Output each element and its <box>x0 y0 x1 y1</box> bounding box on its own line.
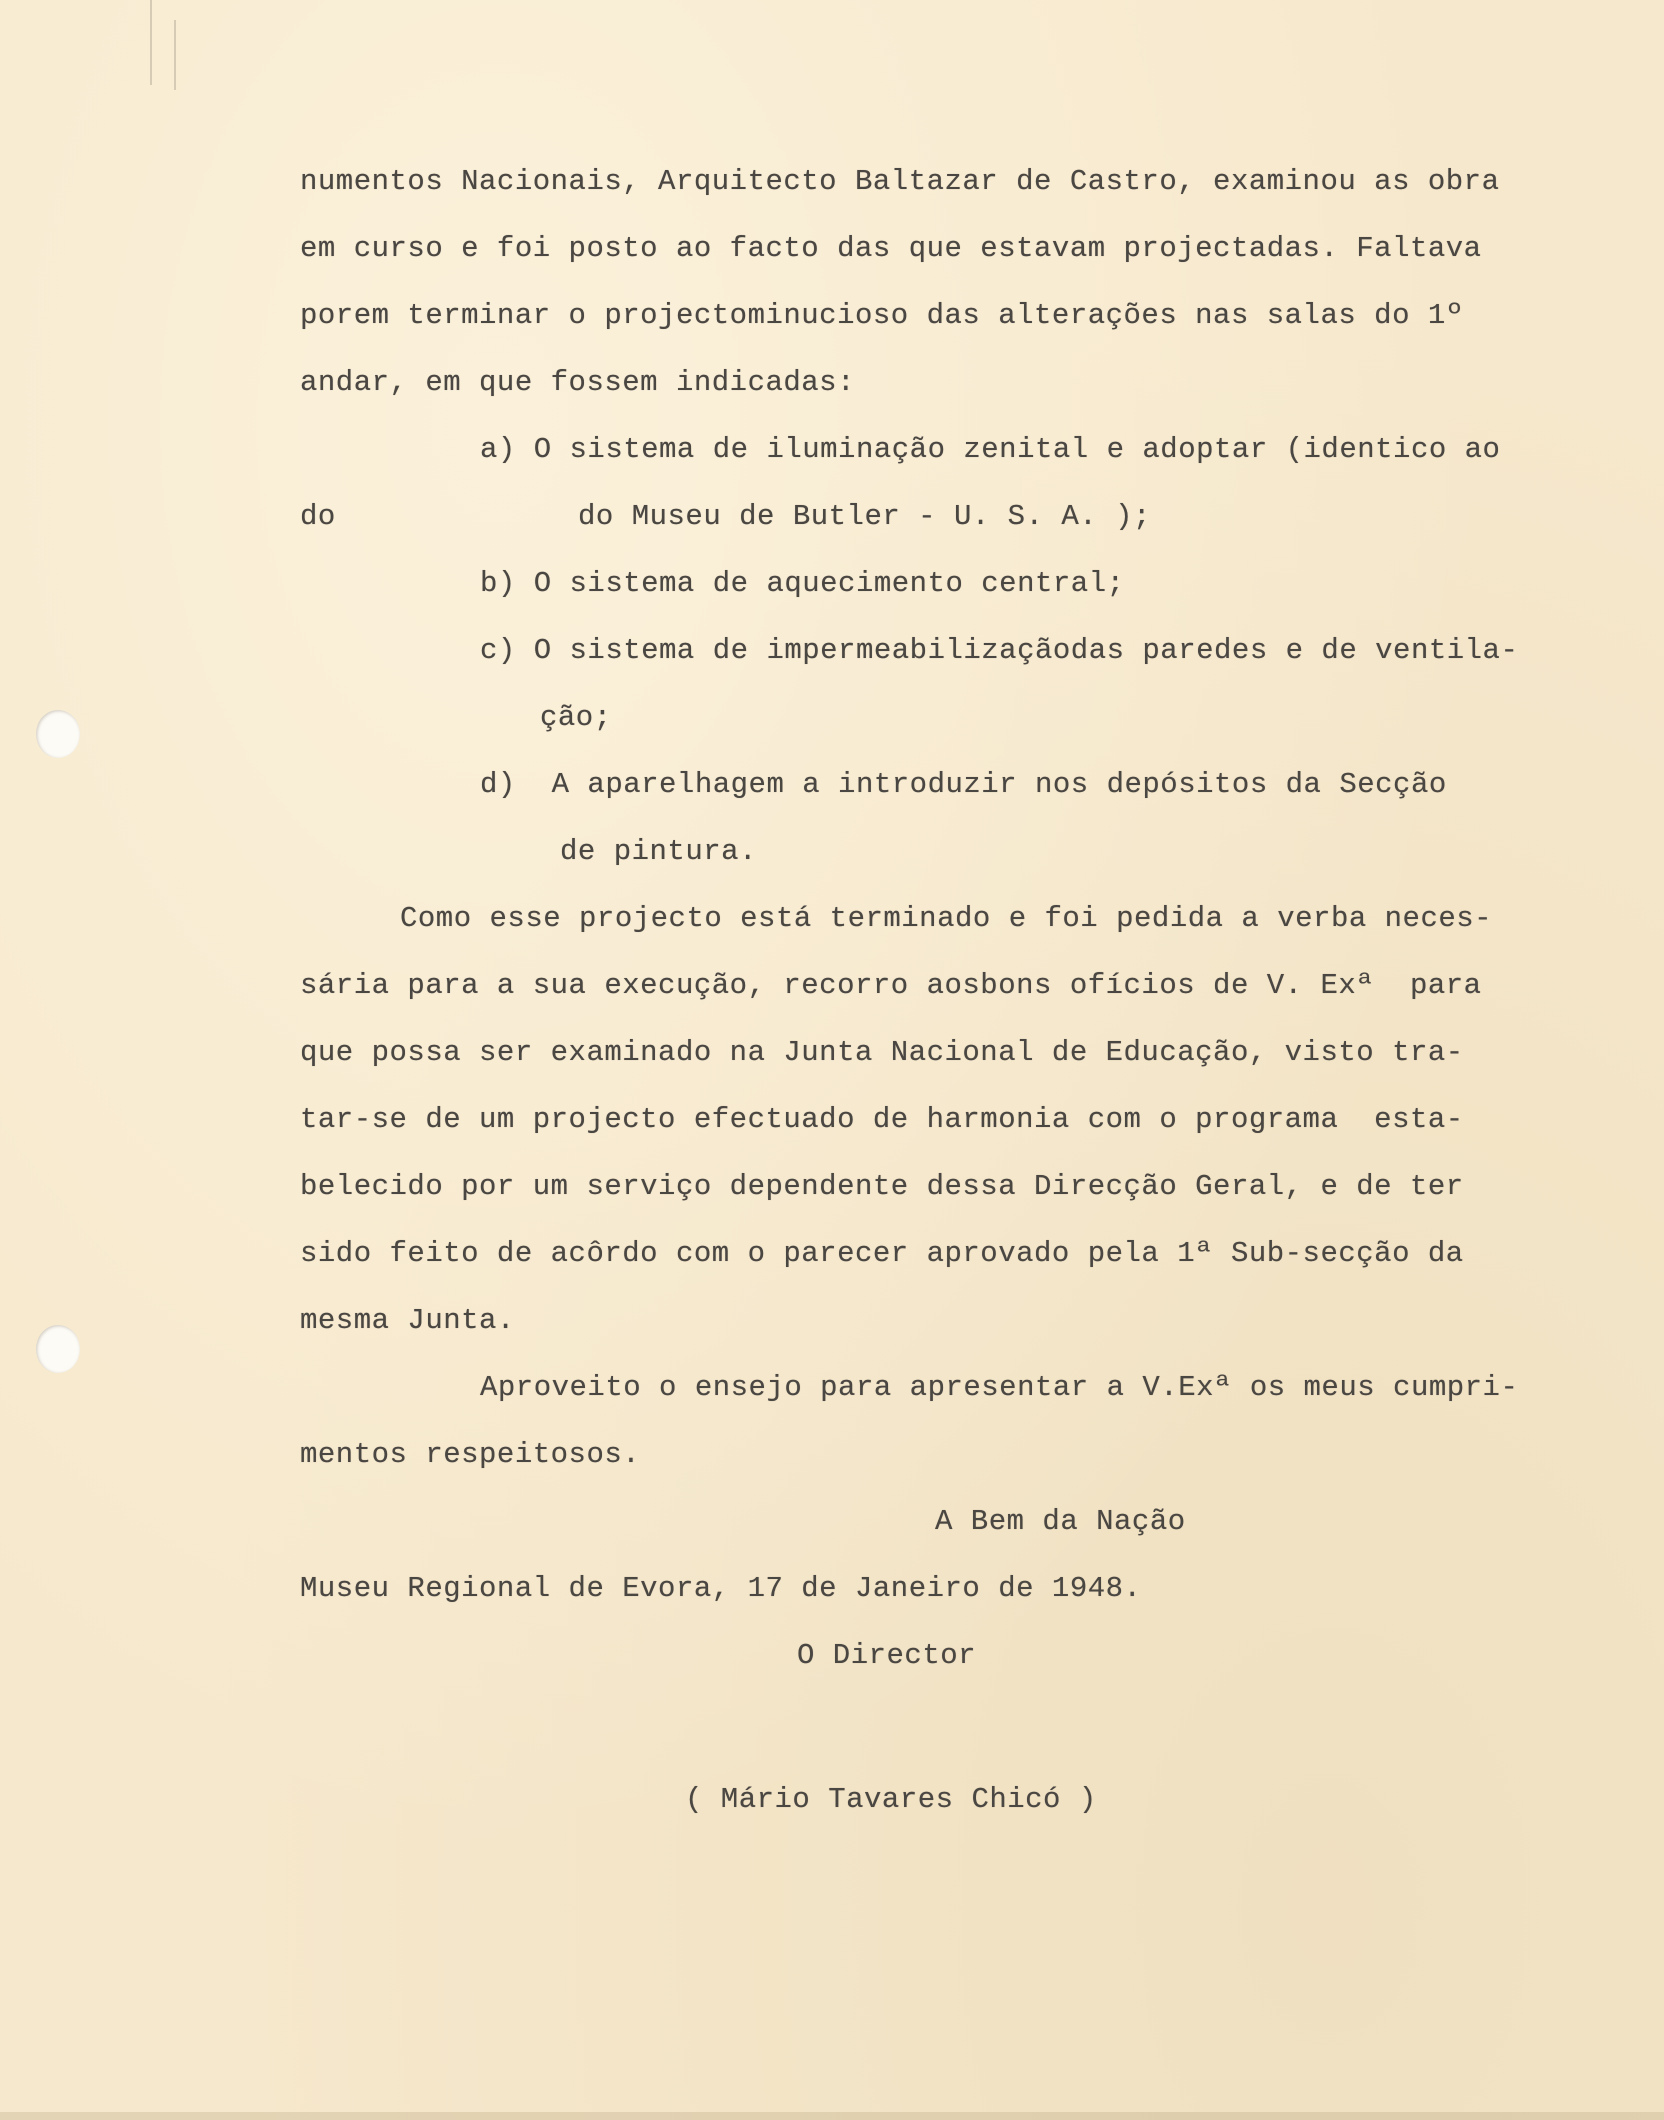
body-line: Como esse projecto está terminado e foi pedida a verba neces- <box>400 902 1493 935</box>
list-item-d: d) A aparelhagem a introduzir nos depósitos da Secção <box>480 768 1447 801</box>
body-line: que possa ser examinado na Junta Nacional de Educação, visto tra- <box>300 1036 1464 1069</box>
list-item-c: c) O sistema de impermeabilizaçãodas paredes e de ventila- <box>480 634 1519 667</box>
body-line: em curso e foi posto ao facto das que estavam projectadas. Faltava <box>300 232 1482 265</box>
punch-hole <box>36 710 80 758</box>
body-line: Aproveito o ensejo para apresentar a V.Exª os meus cumpri- <box>480 1371 1519 1404</box>
list-item-a: a) O sistema de iluminação zenital e adoptar (identico ao <box>480 433 1501 466</box>
place-and-date: Museu Regional de Evora, 17 de Janeiro de 1948. <box>300 1572 1142 1605</box>
list-item-a-continuation: do Museu de Butler - U. S. A. ); <box>578 500 1151 533</box>
list-item-d-continuation: de pintura. <box>560 835 757 868</box>
body-line: mesma Junta. <box>300 1304 515 1337</box>
list-item-b: b) O sistema de aquecimento central; <box>480 567 1125 600</box>
signatory-role: O Director <box>797 1639 977 1672</box>
paper-crease-mark <box>150 0 152 85</box>
punch-hole <box>36 1325 80 1373</box>
body-line: sido feito de acôrdo com o parecer aprovado pela 1ª Sub-secção da <box>300 1237 1464 1270</box>
body-line: belecido por um serviço dependente dessa Direcção Geral, e de ter <box>300 1170 1464 1203</box>
body-line: sária para a sua execução, recorro aosbons ofícios de V. Exª para <box>300 969 1482 1002</box>
signatory-name: ( Mário Tavares Chicó ) <box>685 1783 1097 1816</box>
paper-crease-mark <box>174 20 176 90</box>
closing-salutation: A Bem da Nação <box>935 1505 1186 1538</box>
body-line: numentos Nacionais, Arquitecto Baltazar de Castro, examinou as obra <box>300 165 1500 198</box>
paper-bottom-edge <box>0 2112 1664 2120</box>
list-item-a-prefix: do <box>300 500 336 533</box>
body-line: andar, em que fossem indicadas: <box>300 366 855 399</box>
body-line: porem terminar o projectominucioso das alterações nas salas do 1º <box>300 299 1464 332</box>
body-line: mentos respeitosos. <box>300 1438 641 1471</box>
list-item-c-continuation: ção; <box>540 701 612 734</box>
body-line: tar-se de um projecto efectuado de harmonia com o programa esta- <box>300 1103 1464 1136</box>
